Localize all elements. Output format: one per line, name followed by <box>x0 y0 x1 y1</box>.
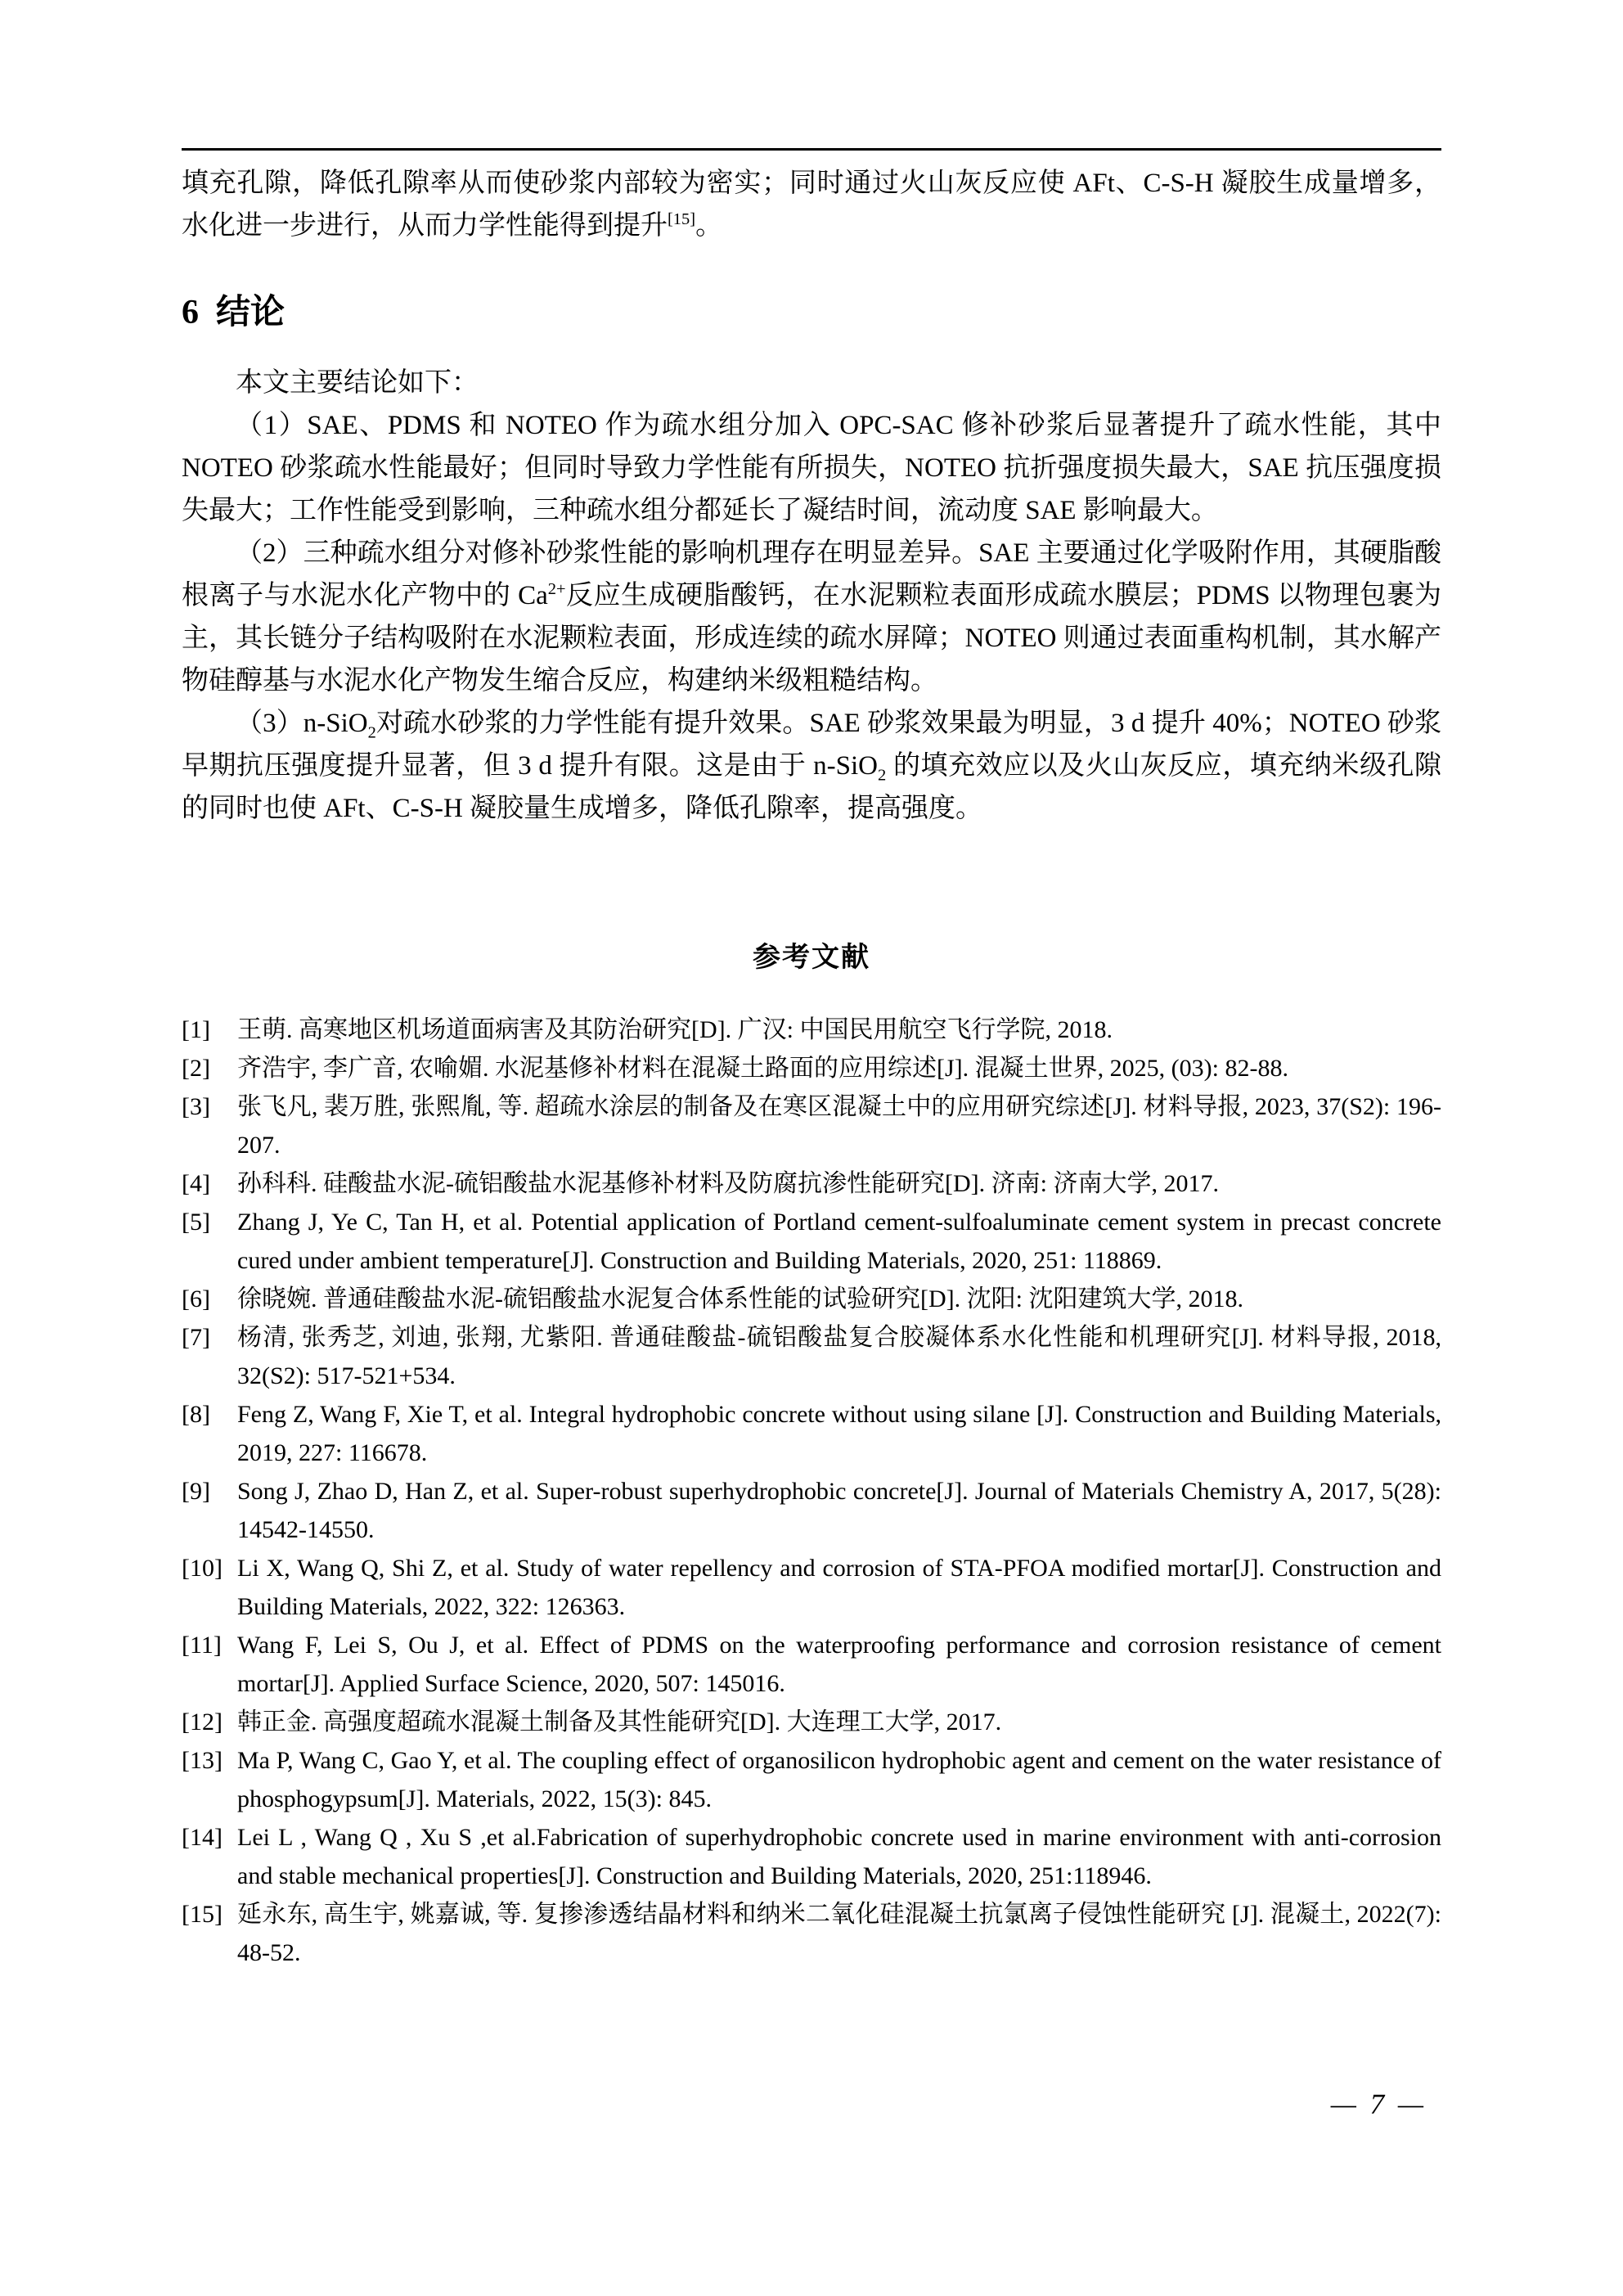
reference-number: [15] <box>182 1901 223 1928</box>
reference-text: Li X, Wang Q, Shi Z, et al. Study of water repellency and corrosion of STA-PFOA modified mortar[J]. Construction and Building Materials, 2022, 322: 126363. <box>237 1555 1441 1620</box>
references-title: 参考文献 <box>753 943 870 973</box>
reference-item <box>182 1395 1441 1472</box>
reference-text: 张飞凡, 裴万胜, 张熙胤, 等. 超疏水涂层的制备及在寒区混凝土中的应用研究综述[J]. 材料导报, 2023, 37(S2): 196-207. <box>237 1093 1441 1159</box>
conclusion-paragraph: （1）SAE、PDMS 和 NOTEO 作为疏水组分加入 OPC-SAC 修补砂浆后显著提升了疏水性能，其中 NOTEO 砂浆疏水性能最好；但同时导致力学性能有所损失，NOTEO 抗折强度损失最大，SAE 抗压强度损失最大；工作性能受到影响，三种疏水组分都延长了凝结时间，流动度 SAE 影响最大。 <box>182 411 1441 525</box>
reference-number: [10] <box>182 1555 223 1582</box>
conclusion-paragraph: （3）n-SiO$_2$对疏水砂浆的力学性能有提升效果。SAE 砂浆效果最为明显，3 d 提升 40%；NOTEO 砂浆早期抗压强度提升显著，但 3 d 提升有限。这是由于 n-SiO$_2$ 的填充效应以及火山灰反应，填充纳米级孔隙的同时也使 AFt、C-S-H 凝胶量生成增多，降低孔隙率，提高强度。 <box>182 709 1442 823</box>
reference-number: [6] <box>182 1285 210 1312</box>
reference-item <box>182 1818 1441 1895</box>
conclusion-paragraph: （2）三种疏水组分对修补砂浆性能的影响机理存在明显差异。SAE 主要通过化学吸附作用，其硬脂酸根离子与水泥水化产物中的 $Ca^{2+}$反应生成硬脂酸钙，在水泥颗粒表面形成疏水膜层；PDMS 以物理包裹为主，其长链分子结构吸附在水泥颗粒表面，形成连续的疏水屏障；NOTEO 则通过表面重构机制，其水解产物硅醇基与水泥水化产物发生缩合反应，构建纳米级粗糙结构。 <box>182 538 1441 696</box>
reference-text: Zhang J, Ye C, Tan H, et al. Potential application of Portland cement-sulfoaluminate cement system in precast concrete cured under ambient temperature[J]. Construction and Building Materials, 2020, 251: 118869. <box>237 1209 1441 1274</box>
reference-item <box>182 1164 1441 1203</box>
reference-text: 齐浩宇, 李广音, 农喻媚. 水泥基修补材料在混凝土路面的应用综述[J]. 混凝土世界, 2025, (03): 82-88. <box>237 1055 1288 1082</box>
reference-number: [13] <box>182 1747 223 1774</box>
reference-item <box>182 1011 1441 1049</box>
reference-text: Lei L , Wang Q , Xu S ,et al.Fabrication of superhydrophobic concrete used in marine environment with anti-corrosion and stable mechanical properties[J]. Construction and Building Materials, 2020, 251:118946. <box>237 1824 1441 1889</box>
conclusion-intro: 本文主要结论如下： <box>236 368 479 398</box>
content-area <box>182 0 1441 1972</box>
reference-item <box>182 1741 1441 1818</box>
reference-text: Wang F, Lei S, Ou J, et al. Effect of PDMS on the waterproofing performance and corrosion resistance of cement mortar[J]. Applied Surface Science, 2020, 507: 145016. <box>237 1632 1441 1697</box>
reference-number: [3] <box>182 1093 210 1120</box>
reference-text: Song J, Zhao D, Han Z, et al. Super-robust superhydrophobic concrete[J]. Journal of Materials Chemistry A, 2017, 5(28): 14542-14550. <box>237 1478 1441 1543</box>
reference-item <box>182 1472 1441 1549</box>
reference-number: [14] <box>182 1824 223 1851</box>
page-number: — 7 — <box>1330 2088 1427 2120</box>
reference-number: [8] <box>182 1401 210 1428</box>
reference-number: [12] <box>182 1708 223 1736</box>
reference-text: Feng Z, Wang F, Xie T, et al. Integral hydrophobic concrete without using silane [J]. Construction and Building Materials, 2019, 227: 116678. <box>237 1401 1441 1466</box>
reference-text: Ma P, Wang C, Gao Y, et al. The coupling effect of organosilicon hydrophobic agent and cement on the water resistance of phosphogypsum[J]. Materials, 2022, 15(3): 845. <box>237 1747 1441 1812</box>
reference-item <box>182 1703 1441 1741</box>
reference-item <box>182 1895 1441 1972</box>
reference-text: 杨清, 张秀芝, 刘迪, 张翔, 尤紫阳. 普通硅酸盐-硫铝酸盐复合胶凝体系水化性能和机理研究[J]. 材料导报, 2018, 32(S2): 517-521+534. <box>237 1324 1441 1389</box>
reference-number: [4] <box>182 1170 210 1197</box>
reference-text: 徐晓婉. 普通硅酸盐水泥-硫铝酸盐水泥复合体系性能的试验研究[D]. 沈阳: 沈阳建筑大学, 2018. <box>237 1285 1243 1312</box>
reference-number: [2] <box>182 1055 210 1082</box>
reference-item <box>182 1049 1441 1087</box>
reference-number: [1] <box>182 1016 210 1043</box>
reference-item <box>182 1549 1441 1626</box>
section-heading-conclusion: 6 结论 <box>182 294 285 331</box>
body-paragraph-continuation: 填充孔隙，降低孔隙率从而使砂浆内部较为密实；同时通过火山灰反应使 AFt、C-S-H 凝胶生成量增多，水化进一步进行，从而力学性能得到提升[15]。 <box>182 169 1441 241</box>
reference-text: 王萌. 高寒地区机场道面病害及其防治研究[D]. 广汉: 中国民用航空飞行学院, 2018. <box>237 1016 1113 1043</box>
header-rule <box>182 148 1441 151</box>
reference-number: [11] <box>182 1632 222 1659</box>
reference-item <box>182 1203 1441 1280</box>
reference-number: [7] <box>182 1324 210 1351</box>
conclusion-paragraphs <box>182 404 1441 830</box>
reference-item <box>182 1318 1441 1395</box>
reference-number: [5] <box>182 1209 210 1236</box>
reference-number: [9] <box>182 1478 210 1505</box>
reference-item <box>182 1626 1441 1703</box>
references-list <box>182 1011 1441 1972</box>
reference-text: 延永东, 高生宇, 姚嘉诚, 等. 复掺渗透结晶材料和纳米二氧化硅混凝土抗氯离子侵蚀性能研究 [J]. 混凝土, 2022(7): 48-52. <box>237 1901 1441 1966</box>
reference-item <box>182 1280 1441 1318</box>
reference-text: 孙科科. 硅酸盐水泥-硫铝酸盐水泥基修补材料及防腐抗渗性能研究[D]. 济南: 济南大学, 2017. <box>237 1170 1219 1197</box>
reference-text: 韩正金. 高强度超疏水混凝土制备及其性能研究[D]. 大连理工大学, 2017. <box>237 1708 1002 1736</box>
reference-item <box>182 1087 1441 1164</box>
